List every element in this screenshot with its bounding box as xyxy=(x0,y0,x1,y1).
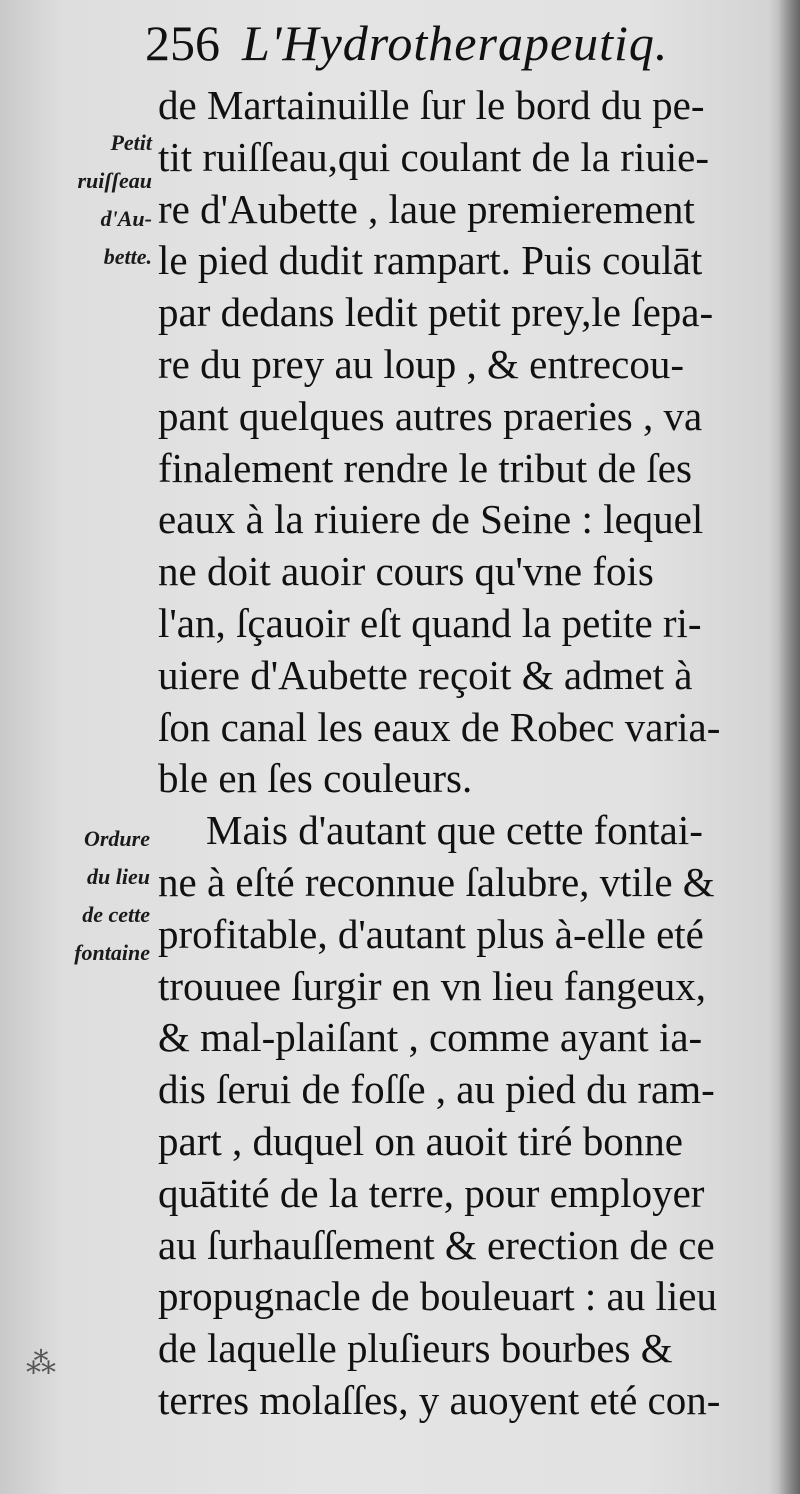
text-line: dis ſerui de foſſe , au pied du ram- xyxy=(158,1066,715,1113)
text-line: terres molaſſes, y auoyent eté con- xyxy=(158,1376,721,1423)
margin-note-line: ruiſſeau xyxy=(77,168,152,193)
text-line: de laquelle pluſieurs bourbes & xyxy=(158,1325,673,1372)
text-line: au ſurhauſſement & erection de ce xyxy=(158,1221,715,1268)
text-line: eaux à la riuiere de Seine : lequel xyxy=(158,496,704,543)
text-line: part , duquel on auoit tiré bonne xyxy=(158,1117,683,1164)
margin-note-line: Ordure xyxy=(83,826,150,851)
text-line: re du prey au loup , & entrecou- xyxy=(158,340,684,387)
running-header xyxy=(145,8,668,78)
margin-note-line: Petit xyxy=(110,130,152,155)
page-number: 256 xyxy=(145,15,220,71)
margin-note-line: fontaine xyxy=(74,940,150,965)
text-line: de Martainuille ſur le bord du pe- xyxy=(158,82,705,128)
text-line: le pied dudit rampart. Puis coulāt xyxy=(158,237,703,284)
margin-note-ordure xyxy=(6,820,150,972)
running-title: L'Hydrotherapeutiq. xyxy=(242,15,669,71)
margin-note-line: bette. xyxy=(103,244,152,269)
margin-note-line: de cette xyxy=(82,902,150,927)
text-line: uiere d'Aubette reçoit & admet à xyxy=(158,651,693,698)
text-line: ſon canal les eaux de Robec varia- xyxy=(158,703,721,750)
text-line: propugnacle de bouleuart : au lieu xyxy=(158,1273,717,1320)
text-line: pant quelques autres praeries , va xyxy=(158,392,703,439)
text-line: trouuee ſurgir en vn lieu fangeux, xyxy=(158,962,707,1009)
text-line: & mal-plaiſant , comme ayant ia- xyxy=(158,1014,703,1061)
text-line: ble en ſes couleurs. xyxy=(158,755,473,802)
margin-note-petit-ruisseau xyxy=(10,124,152,276)
text-line: re d'Aubette , laue premierement xyxy=(158,185,695,232)
margin-note-line: d'Au- xyxy=(100,206,152,231)
body-text xyxy=(158,80,770,1427)
text-line: Mais d'autant que cette fontai- xyxy=(206,807,703,854)
text-line: tit ruiſſeau,qui coulant de la riuie- xyxy=(158,133,710,180)
text-line: ne à eſté reconnue ſalubre, vtile & xyxy=(158,858,715,905)
text-line: ne doit auoir cours qu'vne fois xyxy=(158,548,654,595)
text-line: quātité de la terre, pour employer xyxy=(158,1169,705,1216)
text-line: finalement rendre le tribut de ſes xyxy=(158,444,692,491)
text-line: par dedans ledit petit prey,le ſepa- xyxy=(158,289,714,336)
text-line: l'an, ſçauoir eſt quand la petite ri- xyxy=(158,599,702,646)
text-line: profitable, d'autant plus à-elle eté xyxy=(158,910,704,957)
ornament-mark: ⁂ xyxy=(26,1346,56,1381)
margin-note-line: du lieu xyxy=(87,864,150,889)
